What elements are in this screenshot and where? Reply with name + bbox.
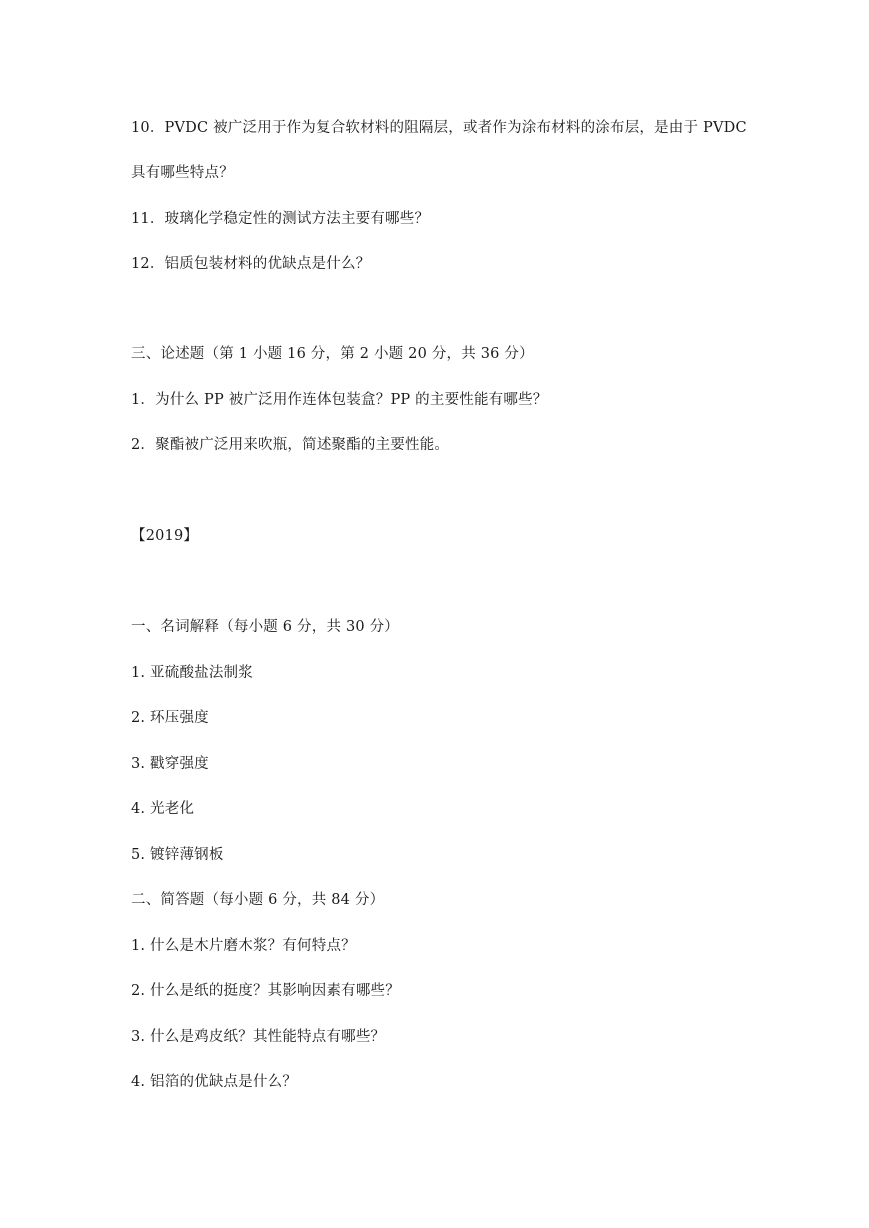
section-2-question-3: 3. 什么是鸡皮纸？其性能特点有哪些？ xyxy=(131,1029,386,1045)
section-2-question-4: 4. 铝箔的优缺点是什么？ xyxy=(131,1074,298,1090)
question-10-line-2: 具有哪些特点？ xyxy=(131,165,234,181)
section-1-term-1: 1. 亚硫酸盐法制浆 xyxy=(131,665,253,681)
section-3-question-2: 2．聚酯被广泛用来吹瓶，简述聚酯的主要性能。 xyxy=(131,437,450,453)
section-3-question-1: 1．为什么 PP 被广泛用作连体包装盒？PP 的主要性能有哪些？ xyxy=(131,392,548,408)
section-1-heading: 一、名词解释（每小题 6 分，共 30 分） xyxy=(131,619,400,635)
question-12: 12．铝质包装材料的优缺点是什么？ xyxy=(131,256,371,272)
year-heading: 【2019】 xyxy=(131,528,199,544)
section-3-heading: 三、论述题（第 1 小题 16 分，第 2 小题 20 分，共 36 分） xyxy=(131,346,534,362)
question-10-line-1: 10．PVDC 被广泛用于作为复合软材料的阻隔层，或者作为涂布材料的涂布层，是由于 PVDC xyxy=(131,120,747,136)
section-2-question-2: 2. 什么是纸的挺度？其影响因素有哪些？ xyxy=(131,983,400,999)
section-2-heading: 二、简答题（每小题 6 分，共 84 分） xyxy=(131,892,385,908)
section-1-term-4: 4. 光老化 xyxy=(131,801,195,817)
section-2-question-1: 1. 什么是木片磨木浆？有何特点？ xyxy=(131,938,356,954)
question-11: 11．玻璃化学稳定性的测试方法主要有哪些？ xyxy=(131,211,430,227)
section-1-term-5: 5. 镀锌薄钢板 xyxy=(131,847,224,863)
section-1-term-3: 3. 戳穿强度 xyxy=(131,756,209,772)
section-1-term-2: 2. 环压强度 xyxy=(131,710,209,726)
